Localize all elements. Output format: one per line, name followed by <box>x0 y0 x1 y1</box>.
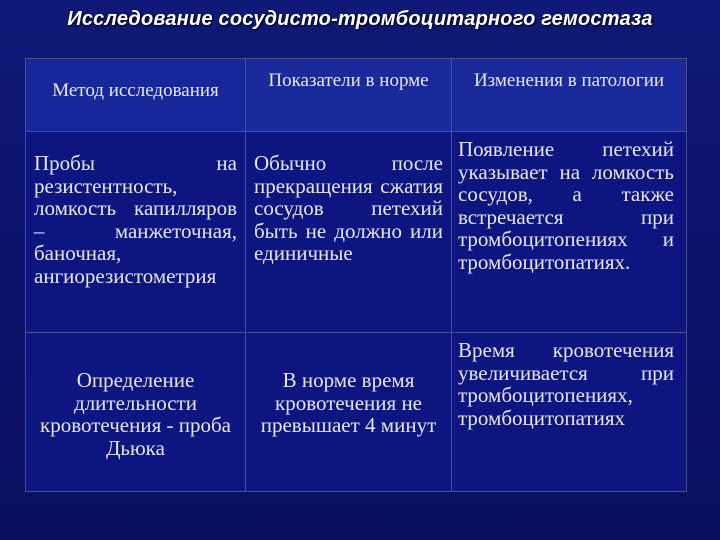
header-pathology: Изменения в патологии <box>473 70 665 91</box>
method-text: Определение длительности кровотечения - проба Дьюка <box>40 368 231 460</box>
pathology-text: Появление петехий указывает на ломкость сосудов, а также встречается при тромбоцитопениях и тромбоцитопатиях. <box>458 137 674 274</box>
cell-norm <box>246 132 452 333</box>
header-method: Метод исследования <box>52 80 219 101</box>
cell-method <box>26 132 246 333</box>
norm-text: Обычно после прекращения сжатия сосудов петехий быть не должно или единичные <box>254 151 443 265</box>
cell-method <box>26 333 246 492</box>
table-header-row <box>26 59 687 132</box>
pathology-text: Время кровотечения увеличивается при тромбоцитопениях, тромбоцитопатиях <box>458 338 674 430</box>
cell-pathology <box>452 333 687 492</box>
table-row <box>26 333 687 492</box>
header-cell-method <box>26 59 246 132</box>
header-norm: Показатели в норме <box>268 70 429 91</box>
cell-norm <box>246 333 452 492</box>
norm-text: В норме время кровотечения не превышает 4 минут <box>260 368 437 437</box>
hemostasis-table <box>25 58 687 492</box>
cell-pathology <box>452 132 687 333</box>
slide-title: Исследование сосудисто-тромбоцитарного гемостаза <box>67 8 653 30</box>
header-cell-norm <box>246 59 452 132</box>
header-cell-pathology <box>452 59 687 132</box>
table-row <box>26 132 687 333</box>
method-text: Пробы на резистентность, ломкость капилляров – манжеточная, баночная, ангиорезистометрия <box>34 151 237 288</box>
